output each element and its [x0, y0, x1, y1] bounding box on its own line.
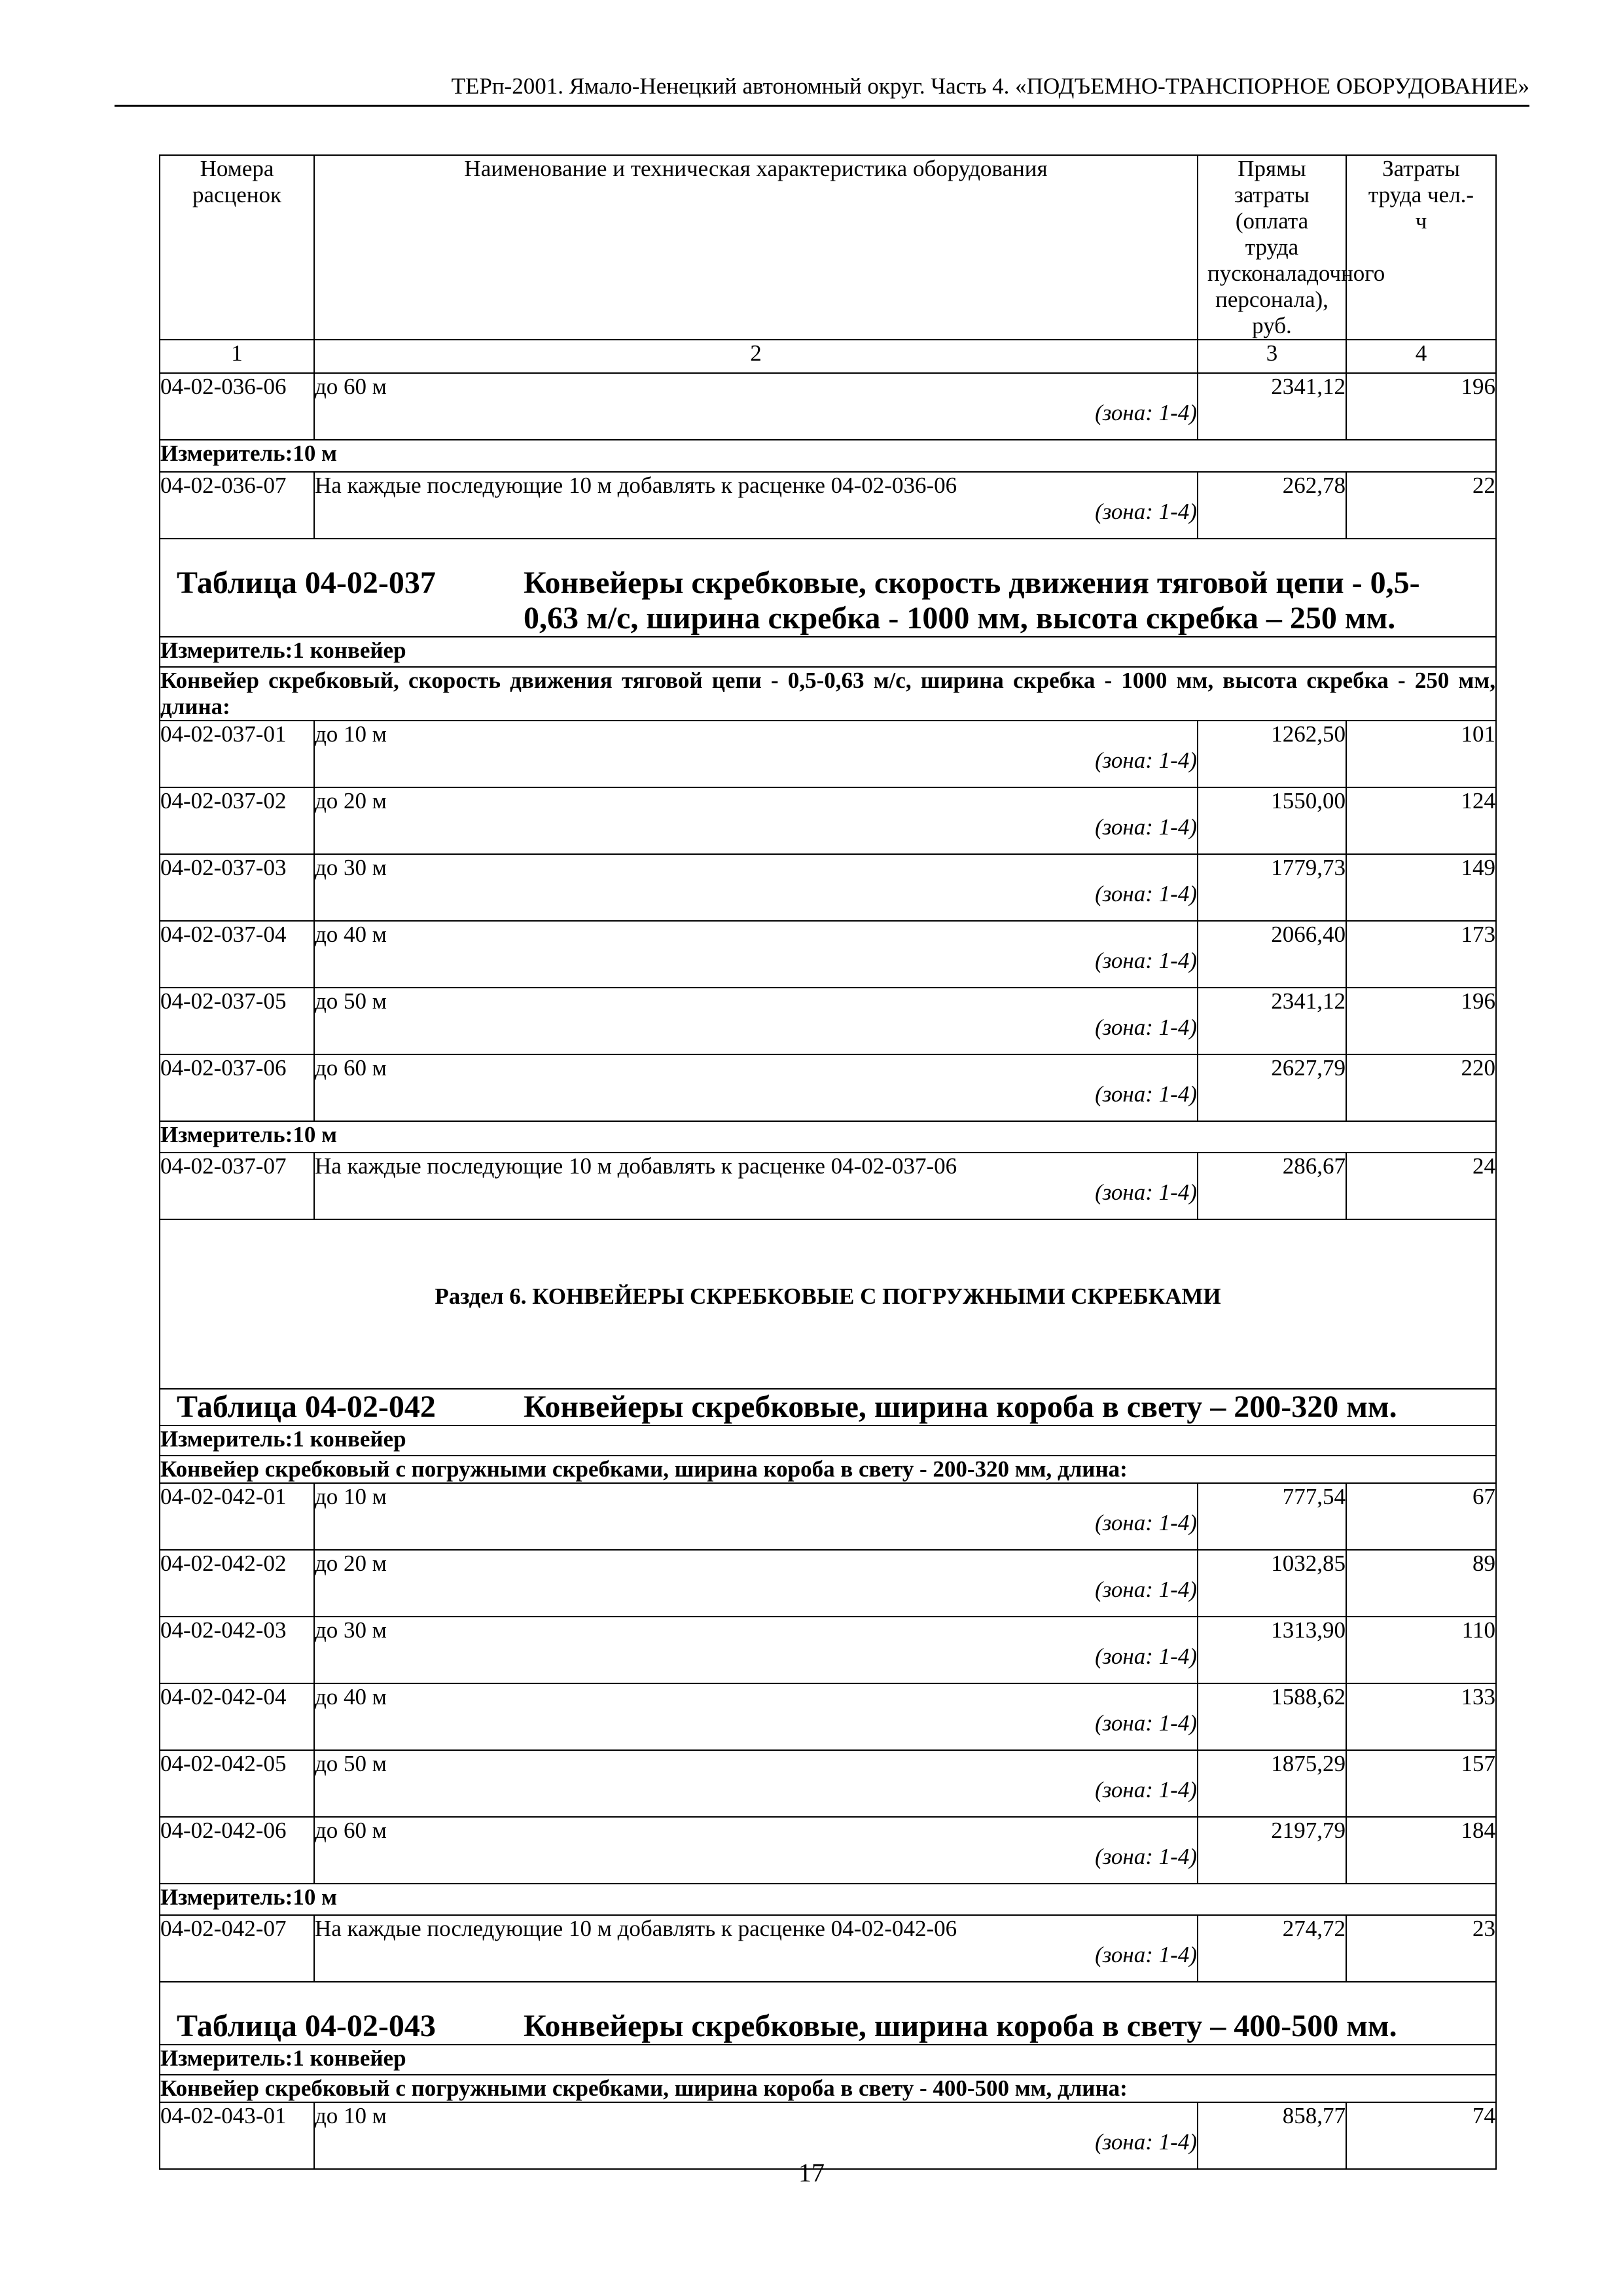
rate-zone: (зона: 1-4) — [1095, 1942, 1197, 1967]
group-description-row — [160, 2075, 1496, 2102]
table-title-number: Таблица 04-02-037 — [177, 565, 436, 600]
rate-name-text: до 40 м — [315, 922, 387, 947]
rate-name — [314, 1750, 1198, 1817]
rate-labor: 196 — [1346, 373, 1496, 440]
rate-code: 04-02-042-04 — [160, 1683, 314, 1750]
rate-labor: 74 — [1346, 2102, 1496, 2169]
column-header-labor: Затраты труда чел.-ч — [1346, 155, 1496, 340]
rate-name-text: до 40 м — [315, 1684, 387, 1710]
rate-name — [314, 1054, 1198, 1121]
measure-label: Измеритель:10 м — [160, 440, 1496, 472]
rate-zone: (зона: 1-4) — [1095, 400, 1197, 425]
rate-name-text: до 20 м — [315, 1551, 387, 1576]
rate-labor: 133 — [1346, 1683, 1496, 1750]
measure-label: Измеритель:1 конвейер — [160, 637, 1496, 667]
rate-direct-cost: 1779,73 — [1198, 854, 1346, 921]
rate-labor: 22 — [1346, 472, 1496, 539]
rate-zone: (зона: 1-4) — [1095, 881, 1197, 906]
rate-row — [160, 1750, 1496, 1817]
column-number-3: 3 — [1198, 340, 1346, 373]
rate-row — [160, 1483, 1496, 1550]
rate-direct-cost: 2341,12 — [1198, 988, 1346, 1054]
rate-labor: 24 — [1346, 1153, 1496, 1219]
rate-code: 04-02-037-06 — [160, 1054, 314, 1121]
rate-name — [314, 921, 1198, 988]
table-title — [177, 2009, 1495, 2044]
measure-row — [160, 1884, 1496, 1915]
rate-direct-cost: 1875,29 — [1198, 1750, 1346, 1817]
column-header-codes: Номера расценок — [160, 155, 314, 340]
rate-code: 04-02-036-07 — [160, 472, 314, 539]
column-number-row — [160, 340, 1496, 373]
table-title-number: Таблица 04-02-043 — [177, 2009, 436, 2043]
column-number-2: 2 — [314, 340, 1198, 373]
table-title-row — [160, 539, 1496, 637]
rate-name-text: до 60 м — [315, 1055, 387, 1081]
running-header: ТЕРп-2001. Ямало-Ненецкий автономный округ. Часть 4. «ПОДЪЕМНО-ТРАНСПОРНОЕ ОБОРУДОВАНИЕ» — [115, 73, 1529, 107]
rate-code: 04-02-042-01 — [160, 1483, 314, 1550]
rate-row — [160, 1054, 1496, 1121]
rate-code: 04-02-037-03 — [160, 854, 314, 921]
table-title-row — [160, 1389, 1496, 1426]
rate-row — [160, 721, 1496, 787]
rate-row — [160, 1550, 1496, 1617]
rate-labor: 184 — [1346, 1817, 1496, 1884]
rate-code: 04-02-042-06 — [160, 1817, 314, 1884]
rate-name-text: до 10 м — [315, 1484, 387, 1509]
rate-zone: (зона: 1-4) — [1095, 1710, 1197, 1736]
table-title-number: Таблица 04-02-042 — [177, 1390, 436, 1424]
rate-labor: 196 — [1346, 988, 1496, 1054]
rate-row — [160, 988, 1496, 1054]
rate-zone: (зона: 1-4) — [1095, 1014, 1197, 1040]
measure-row — [160, 440, 1496, 472]
rate-labor: 157 — [1346, 1750, 1496, 1817]
page-number: 17 — [798, 2158, 825, 2187]
rate-name-text: до 50 м — [315, 1751, 387, 1776]
group-description: Конвейер скребковый с погружными скребками, ширина короба в свету - 200-320 мм, длина: — [160, 1456, 1496, 1483]
rate-direct-cost: 777,54 — [1198, 1483, 1346, 1550]
rate-code: 04-02-037-02 — [160, 787, 314, 854]
rate-row — [160, 1915, 1496, 1982]
table-title — [177, 1390, 1495, 1425]
rate-direct-cost: 2066,40 — [1198, 921, 1346, 988]
measure-row — [160, 1121, 1496, 1153]
rate-name-text: На каждые последующие 10 м добавлять к расценке 04-02-037-06 — [315, 1153, 957, 1179]
column-number-4: 4 — [1346, 340, 1496, 373]
measure-label: Измеритель:1 конвейер — [160, 2045, 1496, 2075]
rate-labor: 23 — [1346, 1915, 1496, 1982]
rate-zone: (зона: 1-4) — [1095, 1510, 1197, 1535]
section-row — [160, 1219, 1496, 1389]
measure-row — [160, 637, 1496, 667]
rate-zone: (зона: 1-4) — [1095, 1179, 1197, 1205]
rate-name — [314, 721, 1198, 787]
measure-row — [160, 2045, 1496, 2075]
rate-name — [314, 1550, 1198, 1617]
rate-direct-cost: 1262,50 — [1198, 721, 1346, 787]
measure-label: Измеритель:10 м — [160, 1121, 1496, 1153]
section-title: Раздел 6. КОНВЕЙЕРЫ СКРЕБКОВЫЕ С ПОГРУЖНЫМИ СКРЕБКАМИ — [160, 1219, 1496, 1389]
rate-code: 04-02-042-05 — [160, 1750, 314, 1817]
rate-name — [314, 373, 1198, 440]
rate-labor: 149 — [1346, 854, 1496, 921]
rate-labor: 124 — [1346, 787, 1496, 854]
rate-labor: 110 — [1346, 1617, 1496, 1683]
rate-name — [314, 472, 1198, 539]
rate-row — [160, 854, 1496, 921]
column-header-row — [160, 155, 1496, 340]
measure-label: Измеритель:10 м — [160, 1884, 1496, 1915]
rate-zone: (зона: 1-4) — [1095, 948, 1197, 973]
rate-name — [314, 1617, 1198, 1683]
rate-direct-cost: 1550,00 — [1198, 787, 1346, 854]
rate-direct-cost: 2627,79 — [1198, 1054, 1346, 1121]
rates-table-body — [160, 155, 1496, 2169]
rate-name-text: На каждые последующие 10 м добавлять к расценке 04-02-042-06 — [315, 1916, 957, 1941]
rate-name — [314, 854, 1198, 921]
rate-code: 04-02-037-04 — [160, 921, 314, 988]
rate-direct-cost: 286,67 — [1198, 1153, 1346, 1219]
rate-row — [160, 1153, 1496, 1219]
rate-name — [314, 988, 1198, 1054]
column-header-name: Наименование и техническая характеристика оборудования — [314, 155, 1198, 340]
rate-direct-cost: 262,78 — [1198, 472, 1346, 539]
table-title-text: Конвейеры скребковые, ширина короба в свету – 200-320 мм. — [524, 1390, 1397, 1424]
rate-name-text: На каждые последующие 10 м добавлять к расценке 04-02-036-06 — [315, 473, 957, 498]
rate-name — [314, 1915, 1198, 1982]
rate-direct-cost: 858,77 — [1198, 2102, 1346, 2169]
rate-row — [160, 1817, 1496, 1884]
rate-name — [314, 1483, 1198, 1550]
rate-name-text: до 10 м — [315, 721, 387, 747]
rate-name — [314, 787, 1198, 854]
rate-row — [160, 1617, 1496, 1683]
rate-row — [160, 1683, 1496, 1750]
rate-labor: 173 — [1346, 921, 1496, 988]
rate-name — [314, 1817, 1198, 1884]
rate-row — [160, 373, 1496, 440]
measure-row — [160, 1426, 1496, 1456]
rate-zone: (зона: 1-4) — [1095, 1081, 1197, 1107]
rate-zone: (зона: 1-4) — [1095, 1844, 1197, 1869]
rate-code: 04-02-042-07 — [160, 1915, 314, 1982]
rate-zone: (зона: 1-4) — [1095, 814, 1197, 840]
rate-code: 04-02-037-01 — [160, 721, 314, 787]
rate-direct-cost: 2341,12 — [1198, 373, 1346, 440]
rate-code: 04-02-043-01 — [160, 2102, 314, 2169]
rate-row — [160, 472, 1496, 539]
group-description-row — [160, 1456, 1496, 1483]
table-title-row — [160, 1982, 1496, 2045]
rate-zone: (зона: 1-4) — [1095, 499, 1197, 524]
rate-name-text: до 50 м — [315, 988, 387, 1014]
rate-name-text: до 30 м — [315, 855, 387, 880]
rate-code: 04-02-037-07 — [160, 1153, 314, 1219]
rate-name-text: до 20 м — [315, 788, 387, 814]
table-title-text: Конвейеры скребковые, скорость движения тяговой цепи - 0,5-0,63 м/с, ширина скребка - 1000 мм, высота скребка – 250 мм. — [524, 565, 1420, 636]
rate-row — [160, 787, 1496, 854]
measure-label: Измеритель:1 конвейер — [160, 1426, 1496, 1456]
rate-direct-cost: 1313,90 — [1198, 1617, 1346, 1683]
rate-name-text: до 60 м — [315, 374, 387, 399]
group-description: Конвейер скребковый с погружными скребками, ширина короба в свету - 400-500 мм, длина: — [160, 2075, 1496, 2102]
rate-name-text: до 30 м — [315, 1617, 387, 1643]
column-number-1: 1 — [160, 340, 314, 373]
rate-code: 04-02-036-06 — [160, 373, 314, 440]
table-title — [177, 565, 1495, 636]
group-description-row — [160, 667, 1496, 721]
rate-zone: (зона: 1-4) — [1095, 2129, 1197, 2155]
column-header-direct-costs: Прямы затраты (оплата труда пусконаладочного персонала), руб. — [1198, 155, 1346, 340]
group-description: Конвейер скребковый, скорость движения тяговой цепи - 0,5-0,63 м/с, ширина скребка - 1000 мм, высота скребка - 250 мм, длина: — [160, 668, 1495, 719]
rate-direct-cost: 274,72 — [1198, 1915, 1346, 1982]
rate-direct-cost: 1032,85 — [1198, 1550, 1346, 1617]
rate-zone: (зона: 1-4) — [1095, 747, 1197, 773]
rates-table — [159, 154, 1497, 2170]
rate-labor: 220 — [1346, 1054, 1496, 1121]
rate-zone: (зона: 1-4) — [1095, 1777, 1197, 1803]
rate-name — [314, 1683, 1198, 1750]
rate-name — [314, 1153, 1198, 1219]
rate-zone: (зона: 1-4) — [1095, 1577, 1197, 1602]
table-title-text: Конвейеры скребковые, ширина короба в свету – 400-500 мм. — [524, 2009, 1397, 2043]
rate-direct-cost: 2197,79 — [1198, 1817, 1346, 1884]
rate-row — [160, 921, 1496, 988]
rate-direct-cost: 1588,62 — [1198, 1683, 1346, 1750]
rate-labor: 67 — [1346, 1483, 1496, 1550]
rate-labor: 89 — [1346, 1550, 1496, 1617]
rate-code: 04-02-042-02 — [160, 1550, 314, 1617]
rate-labor: 101 — [1346, 721, 1496, 787]
rate-code: 04-02-042-03 — [160, 1617, 314, 1683]
rate-name-text: до 60 м — [315, 1818, 387, 1843]
rate-name-text: до 10 м — [315, 2103, 387, 2128]
rate-code: 04-02-037-05 — [160, 988, 314, 1054]
rate-zone: (зона: 1-4) — [1095, 1643, 1197, 1669]
